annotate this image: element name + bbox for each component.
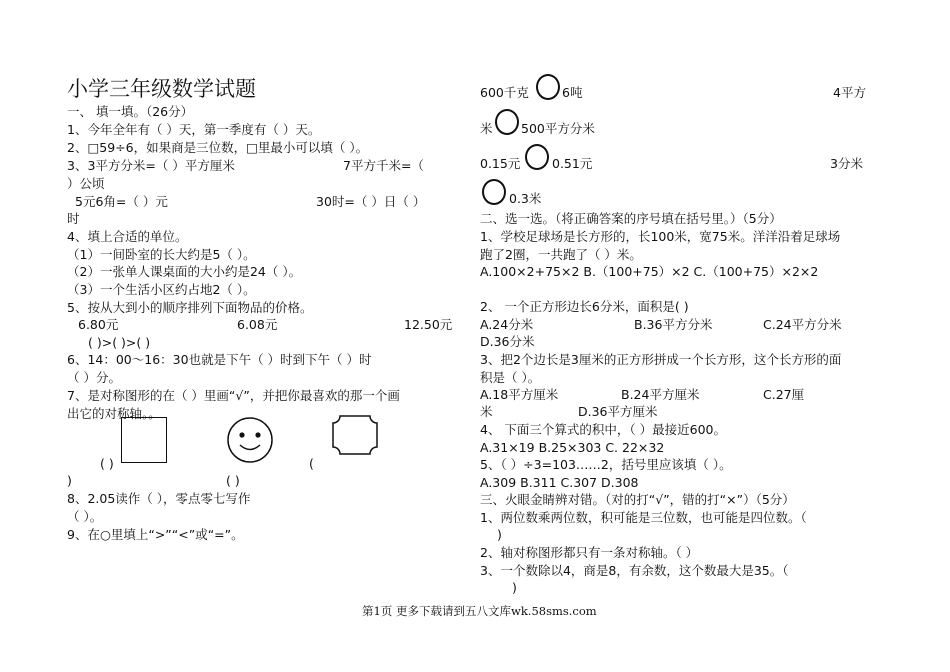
compare-4-left: 3分米: [830, 156, 863, 171]
compare-2-left-a: 4平方: [833, 85, 866, 100]
question-2-1-cont: 跑了2圈，一共跑了（ ）米。: [480, 247, 642, 262]
question-2-4: 4、 下面三个算式的积中，（ ）最接近600。: [480, 422, 727, 437]
page-footer: 第1页 更多下载请到五八文库wk.58sms.com: [362, 604, 597, 618]
question-3-1: 1、两位数乘两位数，积可能是三位数，也可能是四位数。（: [480, 510, 807, 525]
question-1-4-2: （2）一张单人课桌面的大小约是24（ ）。: [67, 264, 302, 279]
question-1-4-3: （3）一个生活小区约占地2（ ）。: [67, 282, 256, 297]
question-2-3-option-b: B.24平方厘米: [621, 387, 700, 402]
question-1-2: 2、□59÷6，如果商是三位数，□里最小可以填（ ）。: [67, 140, 369, 155]
question-1-4-1: （1）一间卧室的长大约是5（ ）。: [67, 247, 256, 262]
compare-circle-1: [536, 74, 560, 100]
compare-3-right: 0.51元: [552, 156, 593, 171]
question-1-1: 1、今年全年有（ ）天，第一季度有（ ）天。: [67, 122, 321, 137]
question-2-2: 2、 一个正方形边长6分米，面积是( ): [480, 299, 689, 314]
question-2-3-option-c-cont: 米: [480, 404, 493, 419]
compare-circle-4: [482, 179, 506, 205]
question-1-8: 8、2.05读作（ ），零点零七写作: [67, 491, 251, 506]
question-1-3-time-unit: 时: [67, 211, 80, 226]
section-2-heading: 二、选一选。（将正确答案的序号填在括号里。）（5分）: [480, 211, 782, 226]
question-2-2-option-a: A.24分米: [480, 317, 534, 332]
price-1: 6.80元: [78, 317, 119, 332]
section-1-heading: 一、 填一填。（26分）: [67, 104, 194, 119]
compare-1-left: 600千克: [480, 85, 529, 100]
question-1-5: 5、按从大到小的顺序排列下面物品的价格。: [67, 300, 313, 315]
compare-circle-2: [495, 109, 519, 135]
question-1-6-cont: （ ）分。: [67, 370, 121, 385]
compare-circle-3: [525, 144, 549, 170]
question-2-1-options: A.100×2+75×2 B.（100+75）×2 C.（100+75）×2×2: [480, 264, 819, 279]
question-1-3: 3、3平方分米=（ ）平方厘米: [67, 158, 235, 173]
price-2: 6.08元: [237, 317, 278, 332]
figure-3-answer-close: ): [67, 473, 72, 488]
question-2-3: 3、把2个边长是3厘米的正方形拼成一个长方形，这个长方形的面: [480, 352, 842, 367]
section-3-heading: 三、火眼金睛辨对错。（对的打“√”，错的打“×”）（5分）: [480, 492, 795, 507]
page-title: 小学三年级数学试题: [67, 77, 256, 101]
question-1-7-cont: 出它的对称轴。。: [67, 406, 161, 421]
compare-1-right: 6吨: [562, 85, 583, 100]
question-1-3-money: 5元6角=（ ）元: [75, 194, 168, 209]
question-3-3-close: ): [512, 580, 517, 595]
compare-2-left-b: 米: [480, 121, 493, 136]
compare-4-right: 0.3米: [509, 191, 542, 206]
question-1-8-cont: （ ）。: [67, 509, 103, 524]
question-2-2-option-b: B.36平方分米: [634, 317, 713, 332]
question-2-2-option-c: C.24平方分米: [763, 317, 842, 332]
question-3-3: 3、一个数除以4，商是8，有余数，这个数最大是35。（: [480, 563, 789, 578]
figure-1-answer: ( ): [100, 456, 114, 471]
question-2-4-options: A.31×19 B.25×303 C. 22×32: [480, 440, 665, 455]
square-figure: [121, 417, 167, 463]
octagon-frame-figure: [331, 414, 379, 456]
question-2-2-option-d: D.36分米: [480, 334, 535, 349]
question-1-6: 6、14：00～16：30也就是下午（ ）时到下午（ ）时: [67, 352, 372, 367]
question-1-3-time: 30时=（ ）日（ ）: [316, 194, 426, 209]
question-2-5-options: A.309 B.311 C.307 D.308: [480, 475, 639, 490]
question-3-2: 2、轴对称图形都只有一条对称轴。（ ）: [480, 545, 699, 560]
smiley-face-figure: [226, 416, 274, 464]
question-2-3-option-c: C.27厘: [763, 387, 805, 402]
figure-2-answer: ( ): [226, 473, 240, 488]
question-2-5: 5、（ ）÷3=103……2，括号里应该填（ ）。: [480, 457, 732, 472]
price-3: 12.50元: [404, 317, 453, 332]
figure-3-answer-open: (: [309, 456, 314, 471]
question-1-7: 7、是对称图形的在（ ）里画“√”，并把你最喜欢的那一个画: [67, 388, 400, 403]
question-2-3-option-a: A.18平方厘米: [480, 387, 559, 402]
question-2-3-cont: 积是（ ）。: [480, 370, 541, 385]
price-order-blanks: ( )>( )>( ): [88, 335, 151, 350]
question-1-4: 4、填上合适的单位。: [67, 229, 188, 244]
question-2-3-option-d: D.36平方厘米: [578, 404, 658, 419]
question-2-1: 1、学校足球场是长方形的，长100米，宽75米。洋洋沿着足球场: [480, 229, 841, 244]
compare-2-right: 500平方分米: [521, 121, 595, 136]
compare-3-left: 0.15元: [480, 156, 521, 171]
question-1-3-part-b: 7平方千米=（: [343, 158, 424, 173]
question-1-9: 9、在○里填上“>”“<”或“=”。: [67, 527, 244, 542]
question-3-1-close: ): [497, 527, 502, 542]
question-1-3-unit: ）公顷: [67, 176, 105, 191]
